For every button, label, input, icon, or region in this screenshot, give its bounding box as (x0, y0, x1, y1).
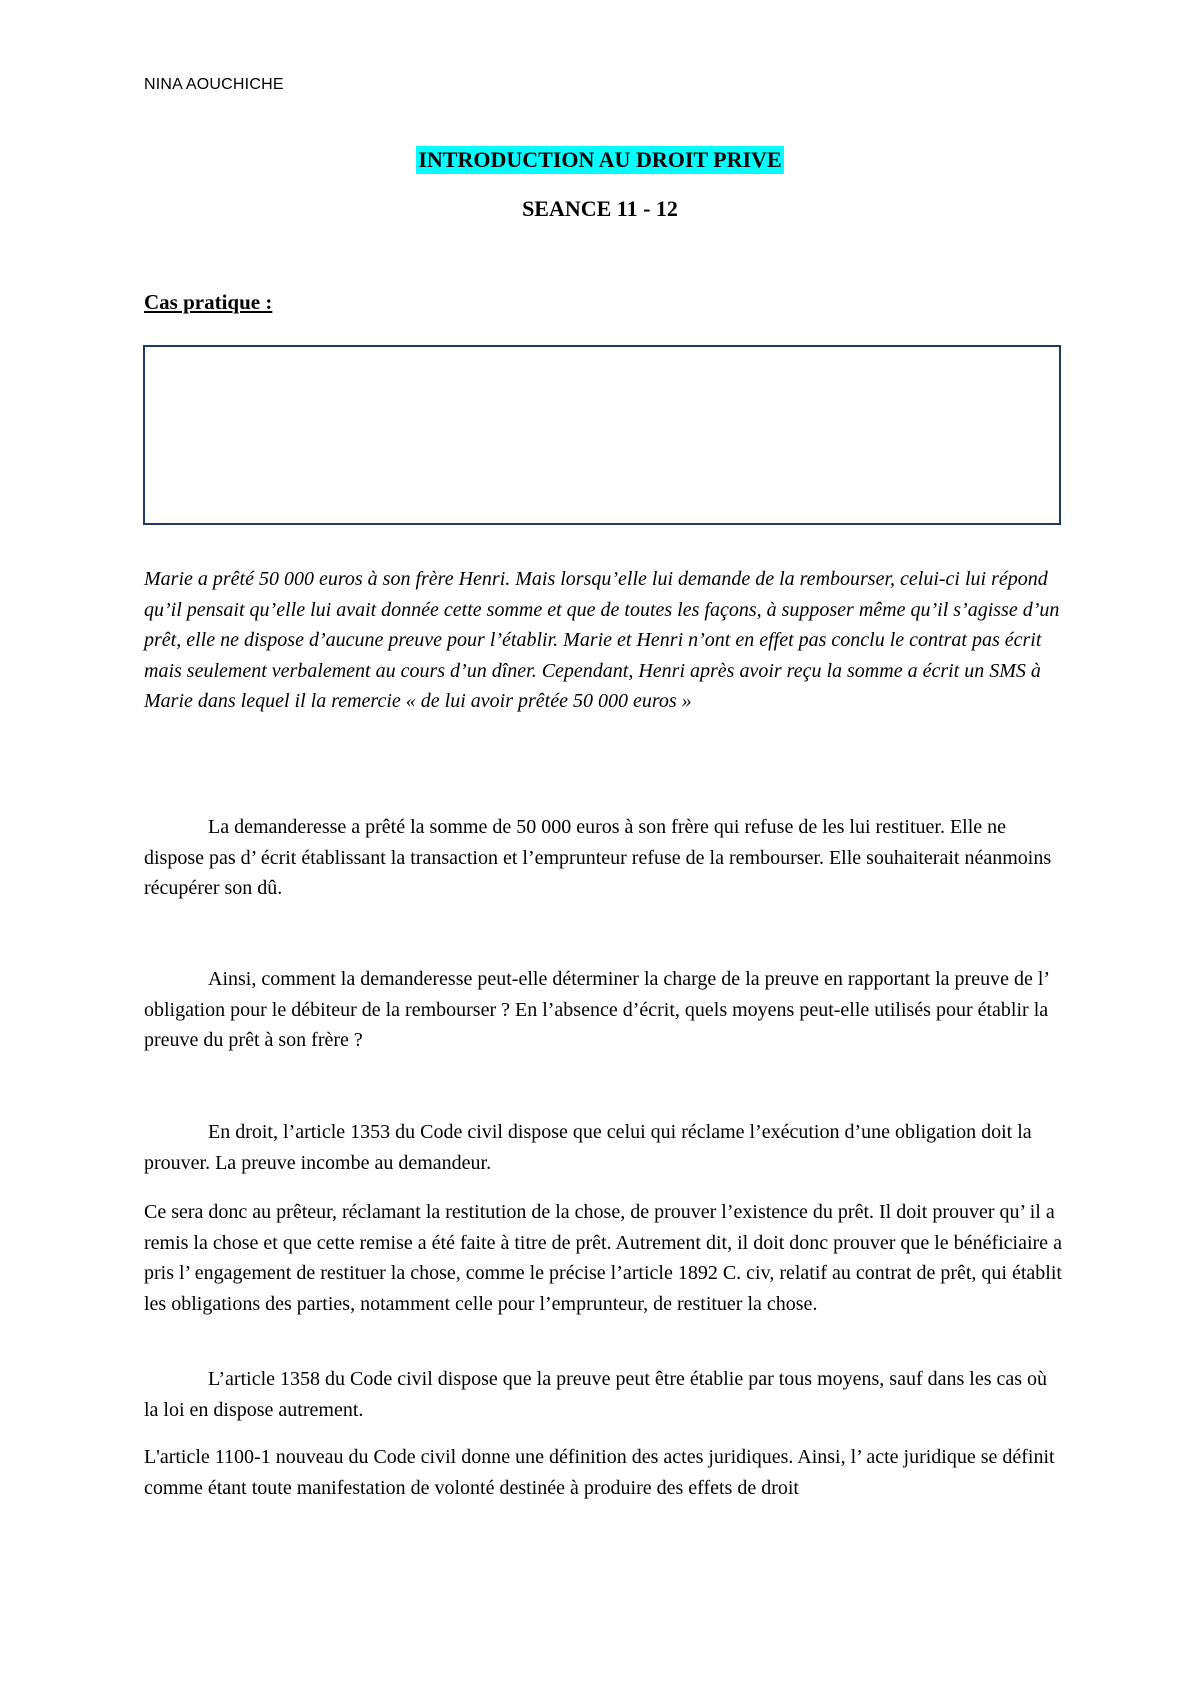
title-wrapper (0, 146, 1200, 174)
paragraph-law-1358: L’article 1358 du Code civil dispose que la preuve peut être établie par tous moyens, sauf dans les cas où la loi en dispose autrement. (144, 1368, 1048, 1421)
paragraph-law-1100-1: L'article 1100-1 nouveau du Code civil donne une définition des actes juridiques. Ainsi, l’ acte juridique se définit comme étant toute manifestation de volonté destinée à produire des effets de droit (144, 1446, 1055, 1499)
session-subtitle: SEANCE 11 - 12 (522, 196, 678, 221)
paragraph-problem: Ainsi, comment la demanderesse peut-elle déterminer la charge de la preuve en rapportant la preuve de l’ obligation pour le débiteur de la rembourser ? En l’absence d’écrit, quels moyens peut-elle utilisés pour établir la preuve du prêt à son frère ? (144, 968, 1049, 1051)
case-heading: Cas pratique : (144, 290, 273, 314)
case-statement: Marie a prêté 50 000 euros à son frère Henri. Mais lorsqu’elle lui demande de la rembourser, celui-ci lui répond qu’il pensait qu’elle lui avait donnée cette somme et que de toutes les façons, à supposer même qu’il s’agisse d’un prêt, elle ne dispose d’aucune preuve pour l’établir. Marie et Henri n’ont en effet pas conclu le contrat pas écrit mais seulement verbalement au cours d’un dîner. Cependant, Henri après avoir reçu la somme a écrit un SMS à Marie dans lequel il la remercie « de lui avoir prêtée 50 000 euros » (144, 568, 1060, 712)
paragraph-law-1353: En droit, l’article 1353 du Code civil dispose que celui qui réclame l’exécution d’une obligation doit la prouver. La preuve incombe au demandeur. (144, 1121, 1032, 1174)
author-name: NINA AOUCHICHE (144, 76, 284, 93)
paragraph-law-1892: Ce sera donc au prêteur, réclamant la restitution de la chose, de prouver l’existence du prêt. Il doit prouver qu’ il a remis la chose et que cette remise a été faite à titre de prêt. Autrement dit, il doit donc prouver que le bénéficiaire a pris l’ engagement de restituer la chose, comme le précise l’article 1892 C. civ, relatif au contrat de prêt, qui établit les obligations des parties, notamment celle pour l’emprunteur, de restituer la chose. (144, 1201, 1062, 1315)
document-title: INTRODUCTION AU DROIT PRIVE (418, 147, 782, 172)
paragraph-facts: La demanderesse a prêté la somme de 50 000 euros à son frère qui refuse de les lui restituer. Elle ne dispose pas d’ écrit établissant la transaction et l’emprunteur refuse de la rembourser. Elle souhaiterait néanmoins récupérer son dû. (144, 816, 1052, 899)
empty-text-box (143, 345, 1061, 525)
